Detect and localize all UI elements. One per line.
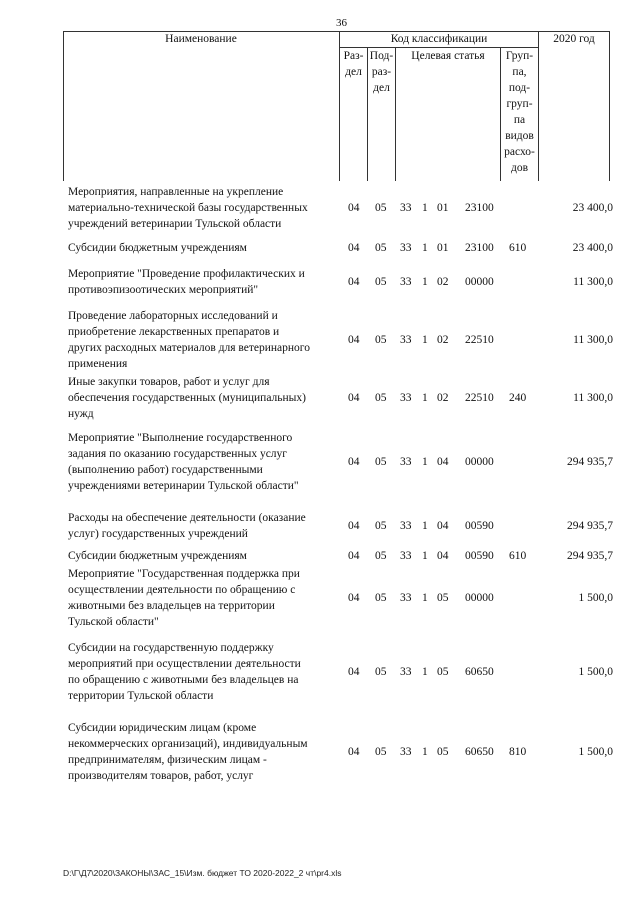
row-name xyxy=(68,640,340,704)
cell-cs3: 04 xyxy=(437,456,449,468)
table-row xyxy=(0,548,640,564)
cell-cs2: 1 xyxy=(422,456,428,468)
cell-amount: 1 500,0 xyxy=(578,746,613,758)
row-name-line: Субсидии бюджетным учреждениям xyxy=(68,550,247,562)
row-name xyxy=(68,510,340,542)
header-group-line: дов xyxy=(510,162,529,174)
row-name-line: Расходы на обеспечение деятельности (оказание xyxy=(68,512,306,524)
cell-cs1: 33 xyxy=(400,592,412,604)
row-name-line: других расходных материалов для ветеринарного xyxy=(68,342,310,354)
cell-cs2: 1 xyxy=(422,276,428,288)
table-row xyxy=(0,184,640,232)
cell-amount: 11 300,0 xyxy=(573,392,613,404)
row-name xyxy=(68,184,340,232)
cell-cs2: 1 xyxy=(422,666,428,678)
row-name-line: применения xyxy=(68,358,128,370)
row-name-line: некоммерческих организаций), индивидуальным xyxy=(68,738,308,750)
header-podrazdel-line: раз- xyxy=(371,66,392,78)
header-group-line: груп- xyxy=(506,98,533,110)
cell-podrazdel: 05 xyxy=(375,592,387,604)
cell-amount: 23 400,0 xyxy=(572,242,613,254)
header-razdel xyxy=(340,48,367,80)
row-name-line: территории Тульской области xyxy=(68,690,214,702)
header-classification: Код классификации xyxy=(390,33,488,45)
cell-cs4: 00000 xyxy=(465,456,494,468)
cell-cs4: 00000 xyxy=(465,592,494,604)
table-row xyxy=(0,430,640,494)
page-number: 36 xyxy=(336,17,347,29)
cell-podrazdel: 05 xyxy=(375,242,387,254)
cell-razdel: 04 xyxy=(348,456,360,468)
cell-amount: 23 400,0 xyxy=(572,202,613,214)
header-group-line: па, xyxy=(512,66,527,78)
table-row xyxy=(0,720,640,784)
header-group-line: расхо- xyxy=(504,146,535,158)
cell-cs4: 23100 xyxy=(465,242,494,254)
cell-amount: 1 500,0 xyxy=(578,592,613,604)
header-podrazdel xyxy=(368,48,395,96)
cell-cs4: 60650 xyxy=(465,746,494,758)
table-header xyxy=(63,31,610,181)
cell-cs1: 33 xyxy=(400,334,412,346)
row-name-line: Мероприятие "Государственная поддержка при xyxy=(68,568,300,580)
cell-podrazdel: 05 xyxy=(375,666,387,678)
table-row xyxy=(0,266,640,298)
row-name-line: предпринимателям, физическим лицам - xyxy=(68,754,267,766)
cell-razdel: 04 xyxy=(348,276,360,288)
header-podrazdel-line: Под- xyxy=(369,50,394,62)
row-name-line: Субсидии на государственную поддержку xyxy=(68,642,274,654)
cell-cs2: 1 xyxy=(422,550,428,562)
cell-cs3: 01 xyxy=(437,242,449,254)
cell-razdel: 04 xyxy=(348,202,360,214)
row-name-line: задания по оказанию государственных услуг xyxy=(68,448,288,460)
row-name-line: Мероприятие "Выполнение государственного xyxy=(68,432,293,444)
cell-cs1: 33 xyxy=(400,520,412,532)
header-group xyxy=(501,48,538,176)
row-name-line: Проведение лабораторных исследований и xyxy=(68,310,278,322)
cell-amount: 294 935,7 xyxy=(567,550,613,562)
cell-amount: 1 500,0 xyxy=(578,666,613,678)
cell-amount: 11 300,0 xyxy=(573,276,613,288)
header-group-line: под- xyxy=(508,82,531,94)
cell-cs2: 1 xyxy=(422,202,428,214)
row-name-line: учреждениями ветеринарии Тульской области" xyxy=(68,480,299,492)
cell-cs4: 23100 xyxy=(465,202,494,214)
cell-podrazdel: 05 xyxy=(375,520,387,532)
cell-podrazdel: 05 xyxy=(375,456,387,468)
cell-cs3: 04 xyxy=(437,550,449,562)
row-name-line: обеспечения государственных (муниципальных) xyxy=(68,392,306,404)
table-row xyxy=(0,510,640,542)
cell-podrazdel: 05 xyxy=(375,276,387,288)
row-name-line: материально-технической базы государственных xyxy=(68,202,308,214)
cell-cs3: 04 xyxy=(437,520,449,532)
cell-cs1: 33 xyxy=(400,202,412,214)
cell-cs1: 33 xyxy=(400,666,412,678)
row-name xyxy=(68,548,340,564)
cell-amount: 294 935,7 xyxy=(567,456,613,468)
row-name xyxy=(68,720,340,784)
header-target: Целевая статья xyxy=(411,50,485,62)
cell-cs1: 33 xyxy=(400,550,412,562)
table-row xyxy=(0,308,640,372)
cell-cs3: 02 xyxy=(437,334,449,346)
table-row xyxy=(0,640,640,704)
cell-group: 240 xyxy=(509,392,527,404)
table-row xyxy=(0,240,640,256)
header-group-line: видов xyxy=(505,130,534,142)
cell-cs2: 1 xyxy=(422,392,428,404)
table-row xyxy=(0,374,640,422)
cell-group: 610 xyxy=(509,242,527,254)
row-name-line: Субсидии юридическим лицам (кроме xyxy=(68,722,257,734)
row-name-line: приобретение лекарственных препаратов и xyxy=(68,326,280,338)
cell-group: 610 xyxy=(509,550,527,562)
header-group-line: па xyxy=(513,114,526,126)
row-name xyxy=(68,566,340,630)
cell-cs3: 05 xyxy=(437,592,449,604)
header-podrazdel-line: дел xyxy=(373,82,390,94)
cell-cs3: 02 xyxy=(437,392,449,404)
cell-razdel: 04 xyxy=(348,550,360,562)
cell-group: 810 xyxy=(509,746,527,758)
cell-razdel: 04 xyxy=(348,242,360,254)
row-name xyxy=(68,430,340,494)
cell-cs4: 00590 xyxy=(465,520,494,532)
cell-cs1: 33 xyxy=(400,746,412,758)
cell-cs1: 33 xyxy=(400,276,412,288)
row-name xyxy=(68,240,340,256)
cell-razdel: 04 xyxy=(348,392,360,404)
row-name-line: Мероприятие "Проведение профилактических и xyxy=(68,268,305,280)
cell-cs4: 60650 xyxy=(465,666,494,678)
row-name-line: Тульской области" xyxy=(68,616,159,628)
header-divider-podrazdel xyxy=(395,47,396,181)
cell-cs1: 33 xyxy=(400,392,412,404)
cell-amount: 294 935,7 xyxy=(567,520,613,532)
row-name-line: Мероприятия, направленные на укрепление xyxy=(68,186,284,198)
row-name-line: Субсидии бюджетным учреждениям xyxy=(68,242,247,254)
cell-cs3: 05 xyxy=(437,666,449,678)
header-name: Наименование xyxy=(165,33,237,45)
header-razdel-line: дел xyxy=(345,66,362,78)
row-name xyxy=(68,308,340,372)
cell-razdel: 04 xyxy=(348,520,360,532)
cell-razdel: 04 xyxy=(348,592,360,604)
cell-podrazdel: 05 xyxy=(375,550,387,562)
cell-cs3: 05 xyxy=(437,746,449,758)
cell-podrazdel: 05 xyxy=(375,334,387,346)
cell-podrazdel: 05 xyxy=(375,392,387,404)
row-name xyxy=(68,374,340,422)
row-name-line: противоэпизоотических мероприятий" xyxy=(68,284,259,296)
cell-podrazdel: 05 xyxy=(375,746,387,758)
table-row xyxy=(0,566,640,630)
cell-cs2: 1 xyxy=(422,592,428,604)
cell-cs2: 1 xyxy=(422,520,428,532)
header-year: 2020 год xyxy=(553,33,595,45)
cell-amount: 11 300,0 xyxy=(573,334,613,346)
header-group-line: Груп- xyxy=(505,50,534,62)
row-name-line: учреждений ветеринарии Тульской области xyxy=(68,218,282,230)
row-name-line: услуг) государственных учреждений xyxy=(68,528,248,540)
cell-cs1: 33 xyxy=(400,242,412,254)
cell-cs4: 00590 xyxy=(465,550,494,562)
cell-razdel: 04 xyxy=(348,746,360,758)
row-name-line: осуществлении деятельности по обращению с xyxy=(68,584,296,596)
cell-cs1: 33 xyxy=(400,456,412,468)
cell-cs2: 1 xyxy=(422,746,428,758)
header-divider-year xyxy=(538,31,539,181)
cell-cs3: 01 xyxy=(437,202,449,214)
row-name-line: по обращению с животными без владельцев на xyxy=(68,674,299,686)
row-name-line: нужд xyxy=(68,408,94,420)
row-name-line: Иные закупки товаров, работ и услуг для xyxy=(68,376,270,388)
row-name-line: мероприятий при осуществлении деятельности xyxy=(68,658,301,670)
header-razdel-line: Раз- xyxy=(343,50,364,62)
cell-podrazdel: 05 xyxy=(375,202,387,214)
row-name-line: животными без владельцев на территории xyxy=(68,600,275,612)
cell-cs3: 02 xyxy=(437,276,449,288)
row-name xyxy=(68,266,340,298)
cell-cs4: 22510 xyxy=(465,392,494,404)
header-border-right xyxy=(609,31,610,181)
cell-razdel: 04 xyxy=(348,666,360,678)
cell-razdel: 04 xyxy=(348,334,360,346)
cell-cs2: 1 xyxy=(422,334,428,346)
row-name-line: (выполнению работ) государственными xyxy=(68,464,263,476)
file-path-footer: D:\Г\Д7\2020\ЗАКОНЫ\ЗАС_15\Изм. бюджет ТО 2020-2022_2 чт\pr4.xls xyxy=(63,868,342,878)
cell-cs4: 00000 xyxy=(465,276,494,288)
header-border-left xyxy=(63,31,64,181)
cell-cs4: 22510 xyxy=(465,334,494,346)
row-name-line: производителям товаров, работ, услуг xyxy=(68,770,254,782)
cell-cs2: 1 xyxy=(422,242,428,254)
